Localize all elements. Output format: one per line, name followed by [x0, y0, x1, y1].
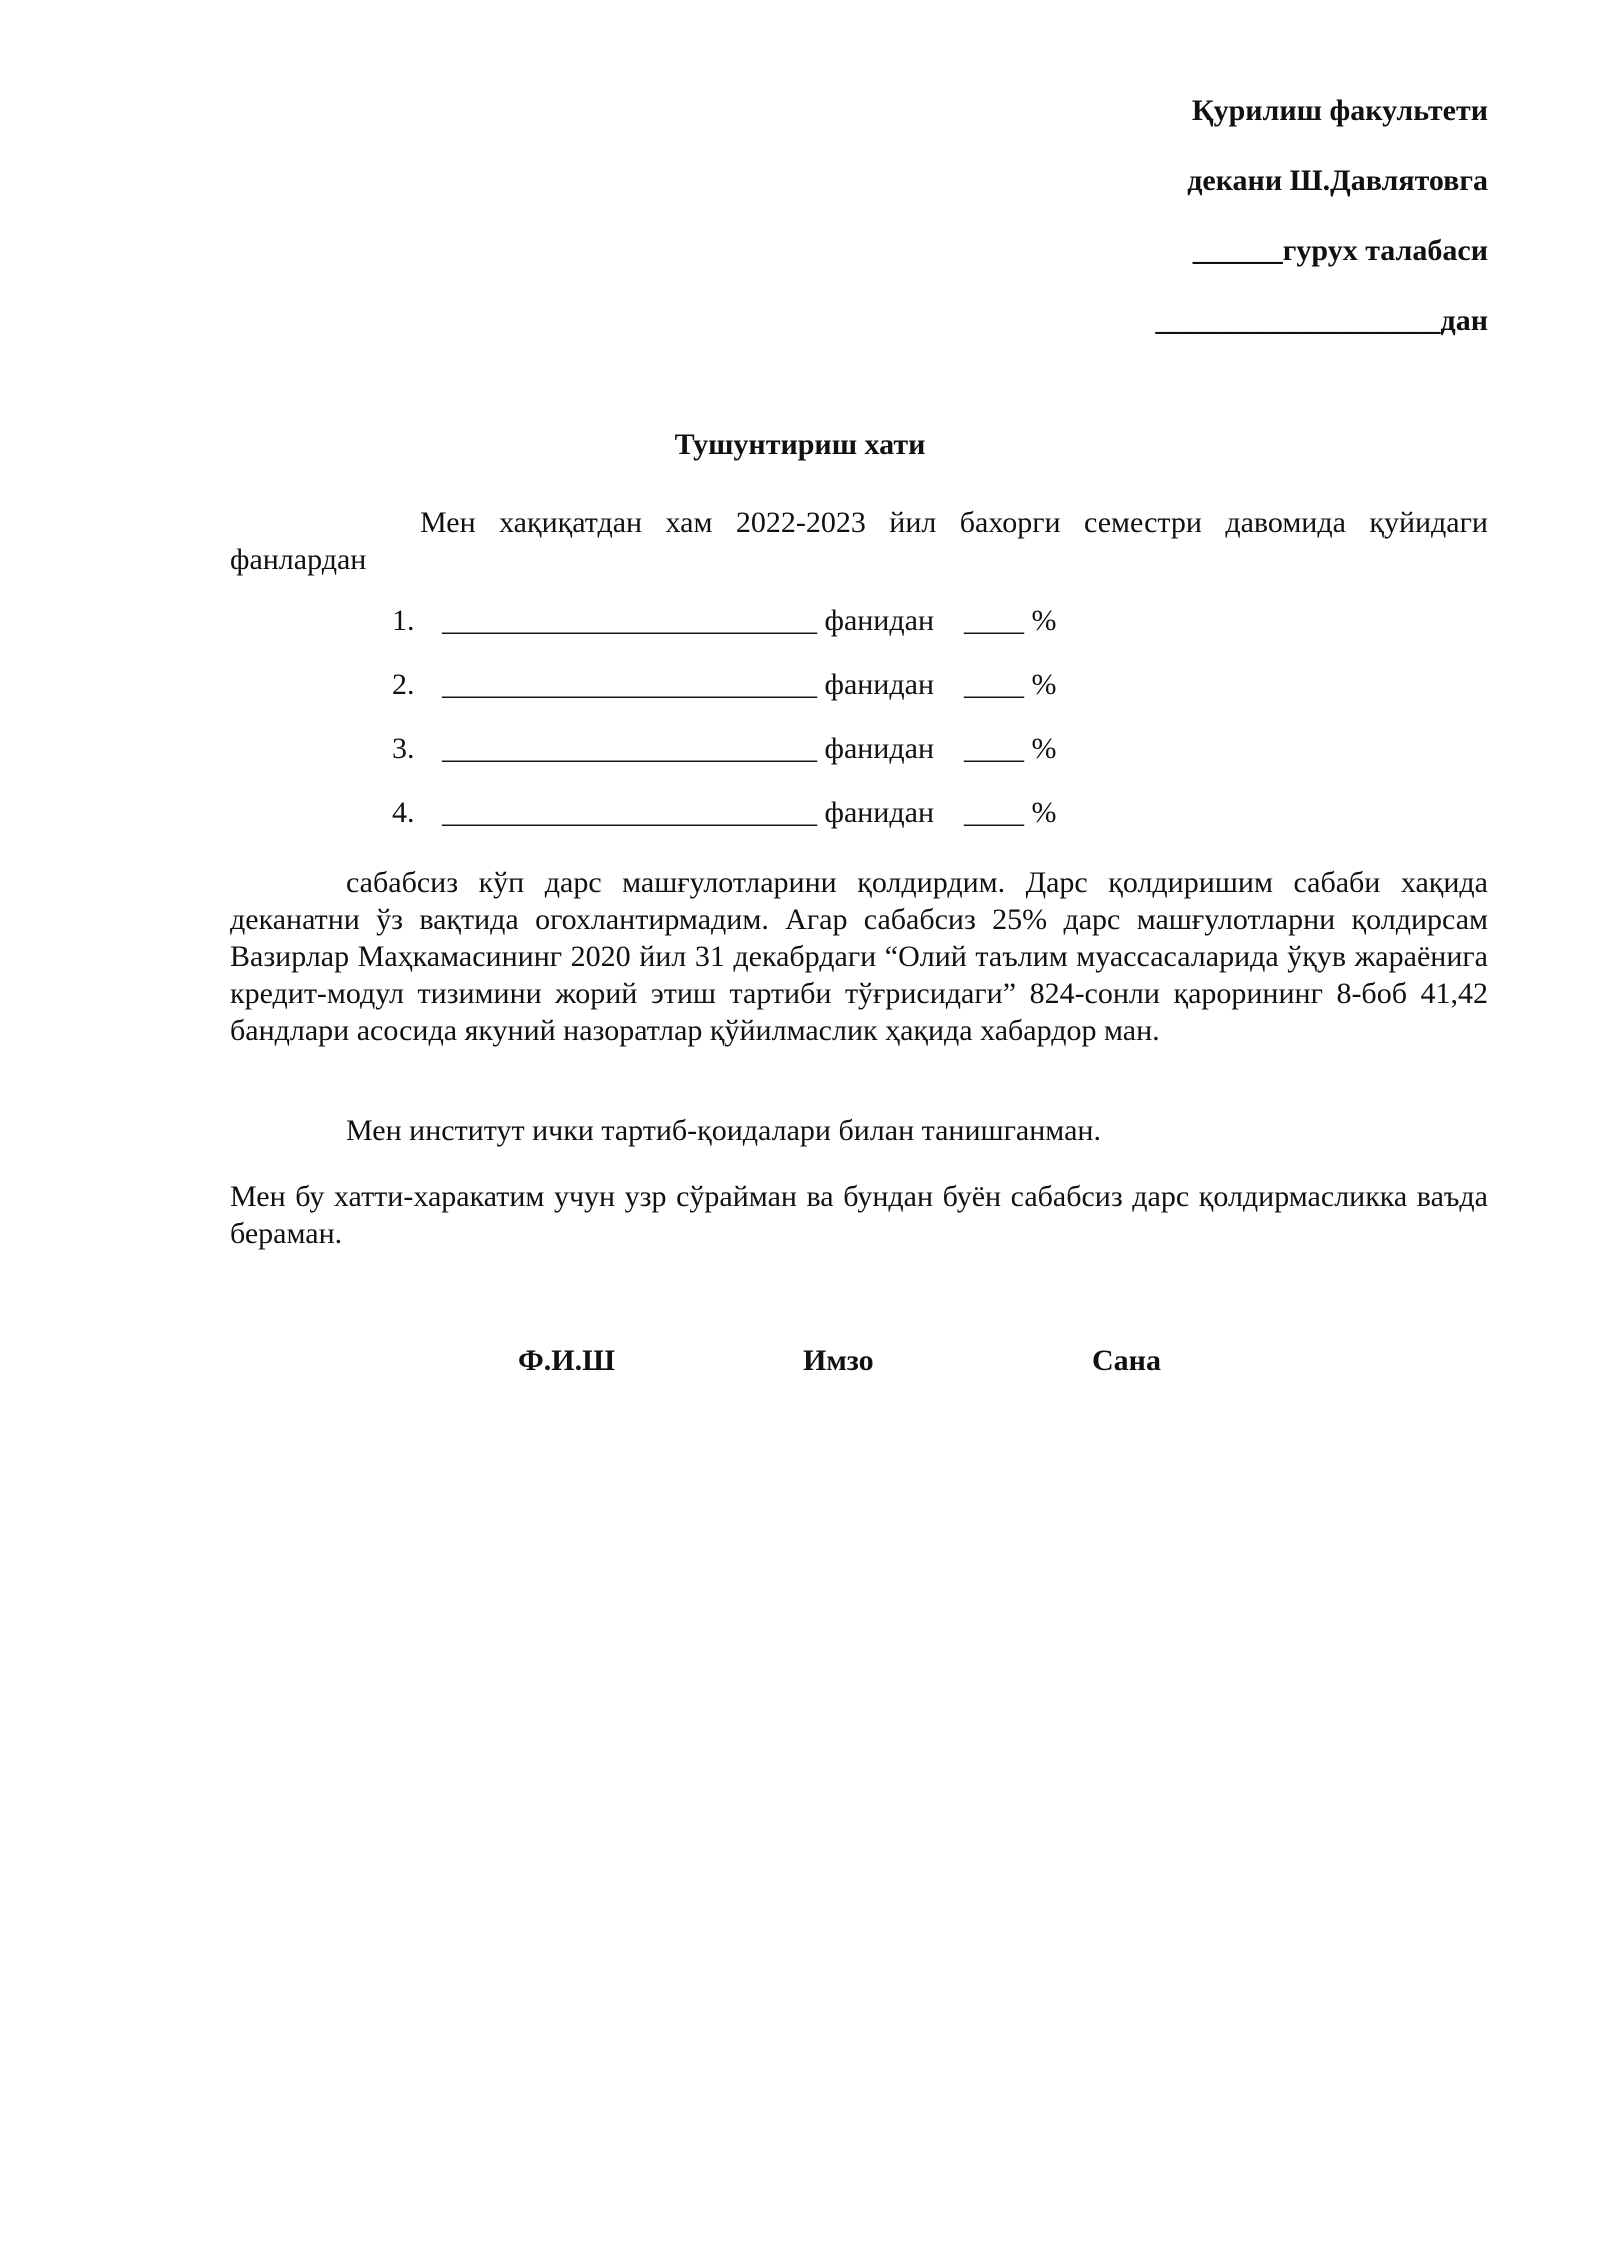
subject-blank: _________________________: [442, 668, 817, 701]
percent-blank: ____: [964, 604, 1024, 637]
subject-number: 4.: [392, 796, 415, 829]
addressee-group: ______гурух талабаси: [1192, 234, 1488, 267]
signature-sign-label: Имзо: [803, 1344, 874, 1377]
subject-row: [392, 794, 1057, 858]
subject-number: 2.: [392, 668, 415, 701]
addressee-dean: декани Ш.Давлятовга: [1187, 164, 1488, 197]
intro-paragraph: Мен хақиқатдан хам 2022-2023 йил бахорги семестри давомида қуйидаги фанлардан: [230, 506, 1488, 576]
rules-paragraph: Мен институт ички тартиб-қоидалари билан танишганман.: [346, 1114, 1101, 1147]
signature-name-label: Ф.И.Ш: [518, 1344, 616, 1377]
addressee-faculty: Қурилиш факультети: [1191, 94, 1488, 127]
subjects-list: [392, 602, 1057, 858]
percent-sign: %: [1031, 604, 1057, 637]
subject-blank: _________________________: [442, 732, 817, 765]
percent-blank: ____: [964, 732, 1024, 765]
subject-blank: _________________________: [442, 796, 817, 829]
addressee-block: [1156, 76, 1488, 356]
subject-blank: _________________________: [442, 604, 817, 637]
subject-number: 3.: [392, 732, 415, 765]
percent-blank: ____: [964, 668, 1024, 701]
document-title: Тушунтириш хати: [674, 428, 926, 461]
percent-blank: ____: [964, 796, 1024, 829]
subject-row: [392, 602, 1057, 666]
percent-sign: %: [1031, 732, 1057, 765]
subject-row: [392, 666, 1057, 730]
percent-sign: %: [1031, 796, 1057, 829]
subject-word: фанидан: [824, 604, 934, 637]
subject-row: [392, 730, 1057, 794]
signature-date-label: Сана: [1092, 1344, 1161, 1377]
subject-word: фанидан: [824, 732, 934, 765]
subject-word: фанидан: [824, 668, 934, 701]
apology-paragraph: Мен бу хатти-харакатим учун узр сўрайман ва бундан буён сабабсиз дарс қолдирмасликка ваъда бераман.: [230, 1180, 1488, 1250]
subject-number: 1.: [392, 604, 415, 637]
subject-word: фанидан: [824, 796, 934, 829]
percent-sign: %: [1031, 668, 1057, 701]
main-paragraph: сабабсиз кўп дарс машғулотларини қолдирдим. Дарс қолдиришим сабаби хақида деканатни ўз вақтида огохлантирмадим. Агар сабабсиз 25% дарс машғулотларни қолдирсам Вазирлар Маҳкамасининг 2020 йил 31 декабрдаги “Олий таълим муассасаларида ўқув жараёнига кредит-модул тизимини жорий этиш тартиби тўғрисидаги” 824-сонли қарорининг 8-боб 41,42 бандлари асосида якуний назоратлар қўйилмаслик ҳақида хабардор ман.: [230, 866, 1488, 1047]
addressee-from: ___________________дан: [1155, 304, 1488, 337]
